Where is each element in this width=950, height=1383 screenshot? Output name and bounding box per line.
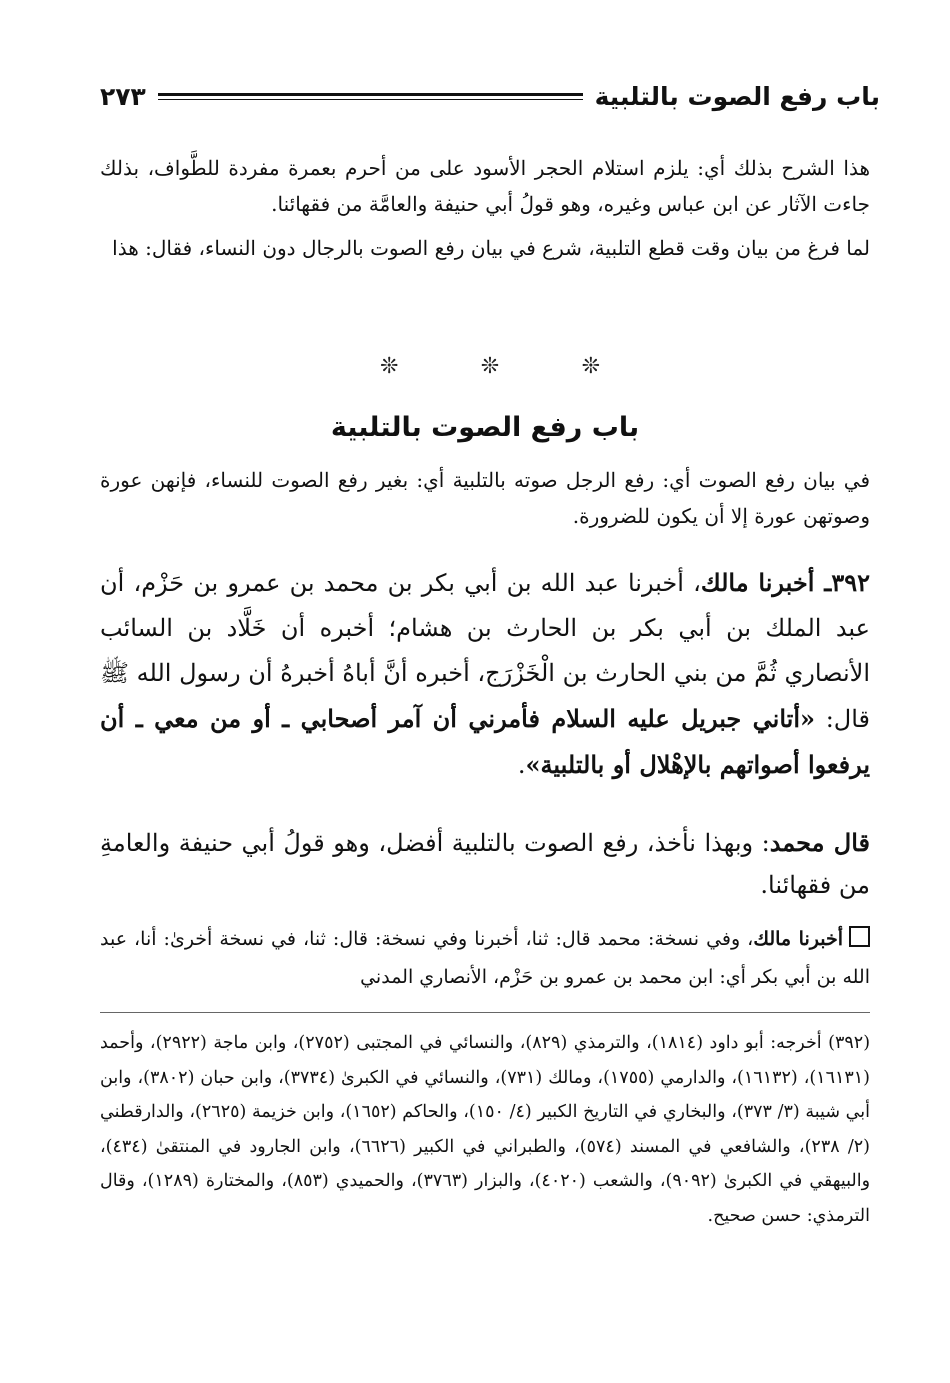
header-double-rule <box>158 93 583 100</box>
hadith-end: . <box>517 751 526 779</box>
star-ornament-icon: ❊ <box>380 354 399 379</box>
footnote-text: (٣٩٢) أخرجه: أبو داود (١٨١٤)، والترمذي (٨٢٩)، والنسائي في المجتبى (٢٧٥٢)، وابن ماجة (٢٩٢٢)، وأحمد (١٦١٣١)، (١٦١٣٢)، والدارمي (١٧٥٥)، ومالك (٧٣١)، والنسائي في الكبرىٰ (٣٧٣٤)، وابن حبان (٣٨٠٢)، وابن أبي شيبة (٣/ ٣٧٣)، والبخاري في التاريخ الكبير (٤/ ١٥٠)، والحاكم (١٦٥٢)، وابن خزيمة (٢٦٢٥)، والدارقطني (٢/ ٢٣٨)، والشافعي في المسند (٥٧٤)، والطبراني في الكبير (٦٦٢٦)، وابن الجارود في المنتقىٰ (٤٣٤)، والبيهقي في الكبرىٰ (٩٠٩٢)، والشعب (٤٠٢٠)، والبزار (٣٧٦٣)، والحميدي (٨٥٣)، والمختارة (١٢٨٩)، وقال الترمذي: حسن صحيح. <box>100 1033 871 1226</box>
chapter-note <box>100 462 870 534</box>
star-ornament-icon: ❊ <box>480 354 500 379</box>
chapter-note-text: في بيان رفع الصوت أي: رفع الرجل صوته بالتلبية أي: بغير رفع الصوت للنساء، فإنهن عورة وصوتهن عورة إلا أن يكون للضرورة. <box>100 468 870 528</box>
running-header-title: باب رفع الصوت بالتلبية <box>594 81 880 111</box>
square-marker-icon <box>849 926 870 947</box>
hadith-quote: «أتاني جبريل عليه السلام فأمرني أن آمر أصحابي ـ أو من معي ـ أن يرفعوا أصواتهم بالإهْلال أو بالتلبية» <box>100 704 870 779</box>
star-ornament-icon: ❊ <box>581 354 600 379</box>
intro-paragraph-1: هذا الشرح بذلك أي: يلزم استلام الحجر الأسود على من أحرم بعمرة مفردة للطَّواف، بذلك جاءت الآثار عن ابن عباس وغيره، وهو قولُ أبي حنيفة والعامَّة من فقهائنا. <box>100 156 870 216</box>
gloss-commentary <box>100 920 870 996</box>
chapter-title: باب رفع الصوت بالتلبية <box>330 412 640 443</box>
gloss-text <box>100 920 870 996</box>
gloss-label: أخبرنا مالك <box>753 928 843 950</box>
author-comment-text <box>100 822 870 906</box>
hadith-chain: ، أخبرنا عبد الله بن أبي بكر بن محمد بن عمرو بن حَزْم، أن عبد الملك بن أبي بكر بن الحارث بن هشام؛ أخبره أن خَلَّاد بن السائب الأنصاري ثُمَّ من بني الحارث بن الْخَزْرَج، أخبره أنَّ أباهُ أخبرهُ أن رسول الله ﷺ قال: <box>100 569 871 733</box>
author-comment <box>100 822 870 906</box>
author-comment-body: : وبهذا نأخذ، رفع الصوت بالتلبية أفضل، وهو قولُ أبي حنيفة والعامةِ من فقهائنا. <box>100 829 870 899</box>
footnote-392 <box>100 1026 870 1233</box>
hadith-392 <box>100 560 870 788</box>
page-number: ٢٧٣ <box>100 81 146 111</box>
hadith-text <box>100 560 870 788</box>
footnote-divider <box>100 1012 870 1013</box>
running-header <box>100 76 880 116</box>
intro-commentary <box>100 150 870 266</box>
section-separator <box>380 354 600 384</box>
hadith-number-label: ٣٩٢ـ أخبرنا مالك <box>700 568 870 597</box>
gloss-body: ، وفي نسخة: محمد قال: ثنا، أخبرنا وفي نسخة: قال: ثنا، في نسخة أخرىٰ: أنا، عبد الله بن أبي بكر أي: ابن محمد بن عمرو بن حَزْم، الأنصاري المدني <box>100 928 870 988</box>
intro-paragraph-2: لما فرغ من بيان وقت قطع التلبية، شرع في بيان رفع الصوت بالرجال دون النساء، فقال: هذا <box>112 236 870 260</box>
author-comment-label: قال محمد <box>769 828 870 857</box>
